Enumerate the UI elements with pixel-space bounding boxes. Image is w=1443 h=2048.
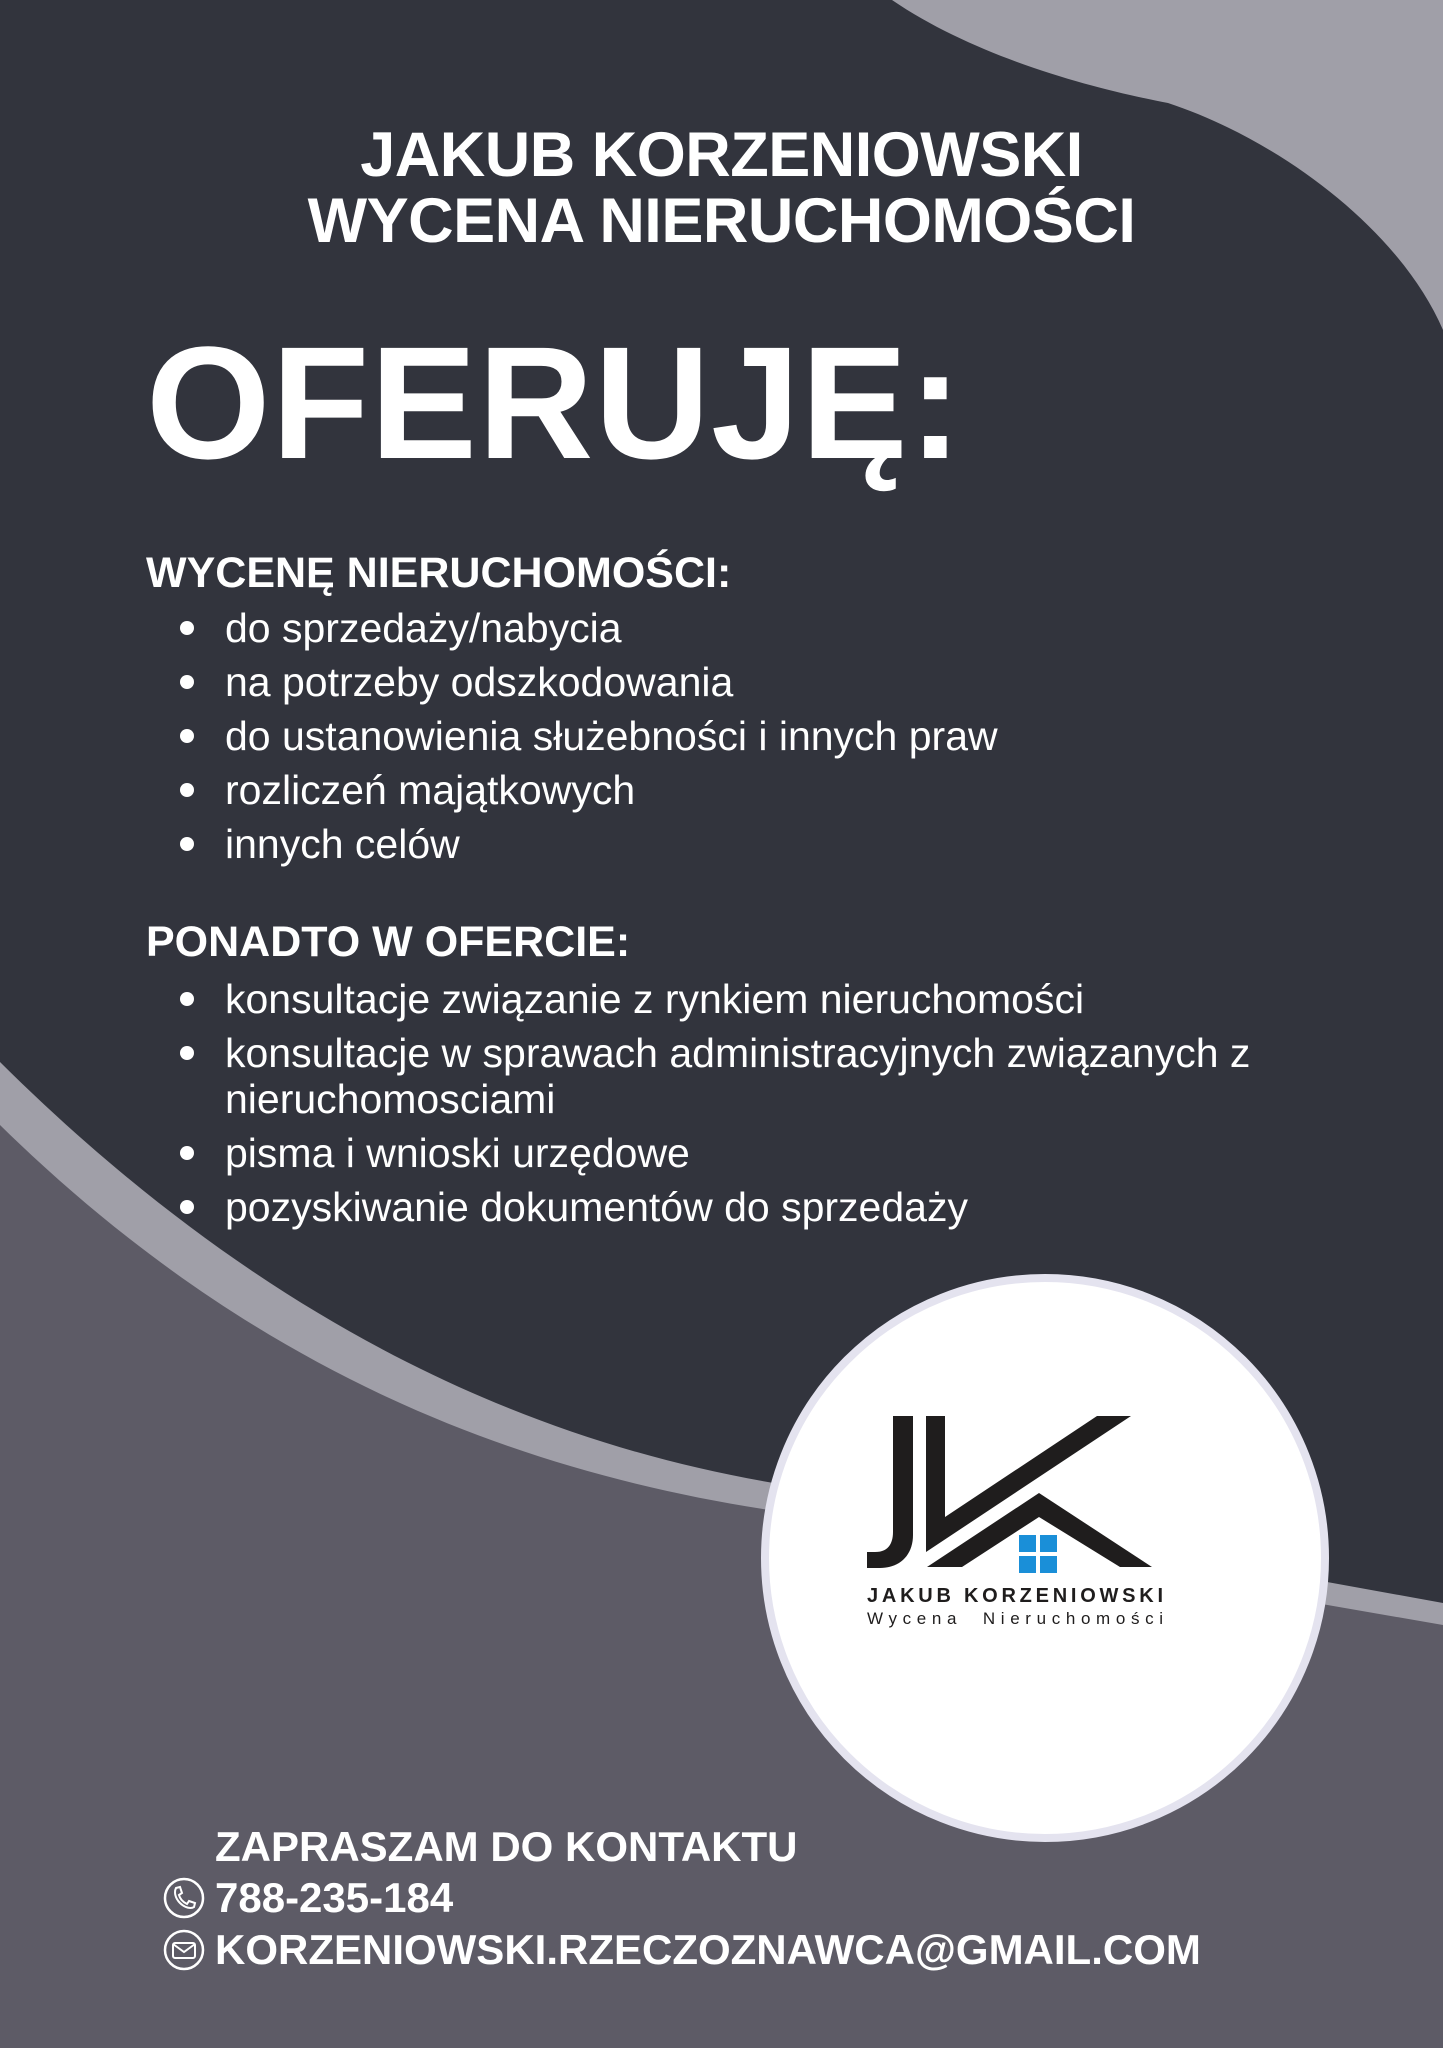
envelope-icon (163, 1929, 205, 1971)
roof-icon (927, 1493, 1152, 1567)
logo-name: JAKUB KORZENIOWSKI (867, 1585, 1163, 1607)
phone-link[interactable]: 788-235-184 (215, 1874, 454, 1921)
list-item-text: pisma i wnioski urzędowe (225, 1130, 690, 1176)
list-item-text: konsultacje w sprawach administracyjnych związanych z nieruchomosciami (225, 1030, 1251, 1122)
list-item-text: do ustanowienia służebności i innych praw (225, 713, 998, 759)
valuation-heading: WYCENĘ NIERUCHOMOŚCI: (146, 549, 732, 597)
window-icon (1019, 1535, 1057, 1573)
header-name: JAKUB KORZENIOWSKI (360, 120, 1083, 190)
list-item-text: konsultacje związanie z rynkiem nieruchomości (225, 976, 1085, 1022)
list-item-text: rozliczeń majątkowych (225, 767, 636, 813)
headline: OFERUJĘ: (146, 313, 963, 492)
list-item-text: do sprzedaży/nabycia (225, 605, 622, 651)
email-link[interactable]: KORZENIOWSKI.RZECZOZNAWCA@GMAIL.COM (215, 1926, 1201, 1973)
logo-letter-j (867, 1416, 913, 1568)
additional-heading: PONADTO W OFERCIE: (146, 918, 631, 966)
logo-letter-k-diagonal (926, 1416, 1131, 1552)
list-item-text: innych celów (225, 821, 460, 867)
phone-icon (163, 1877, 205, 1919)
list-item-text: pozyskiwanie dokumentów do sprzedaży (225, 1184, 968, 1230)
contact-heading: ZAPRASZAM DO KONTAKTU (215, 1823, 798, 1870)
logo-tagline: Wycena Nieruchomości (867, 1609, 1163, 1628)
list-item-text: na potrzeby odszkodowania (225, 659, 734, 705)
header-subtitle: WYCENA NIERUCHOMOŚCI (307, 186, 1136, 256)
